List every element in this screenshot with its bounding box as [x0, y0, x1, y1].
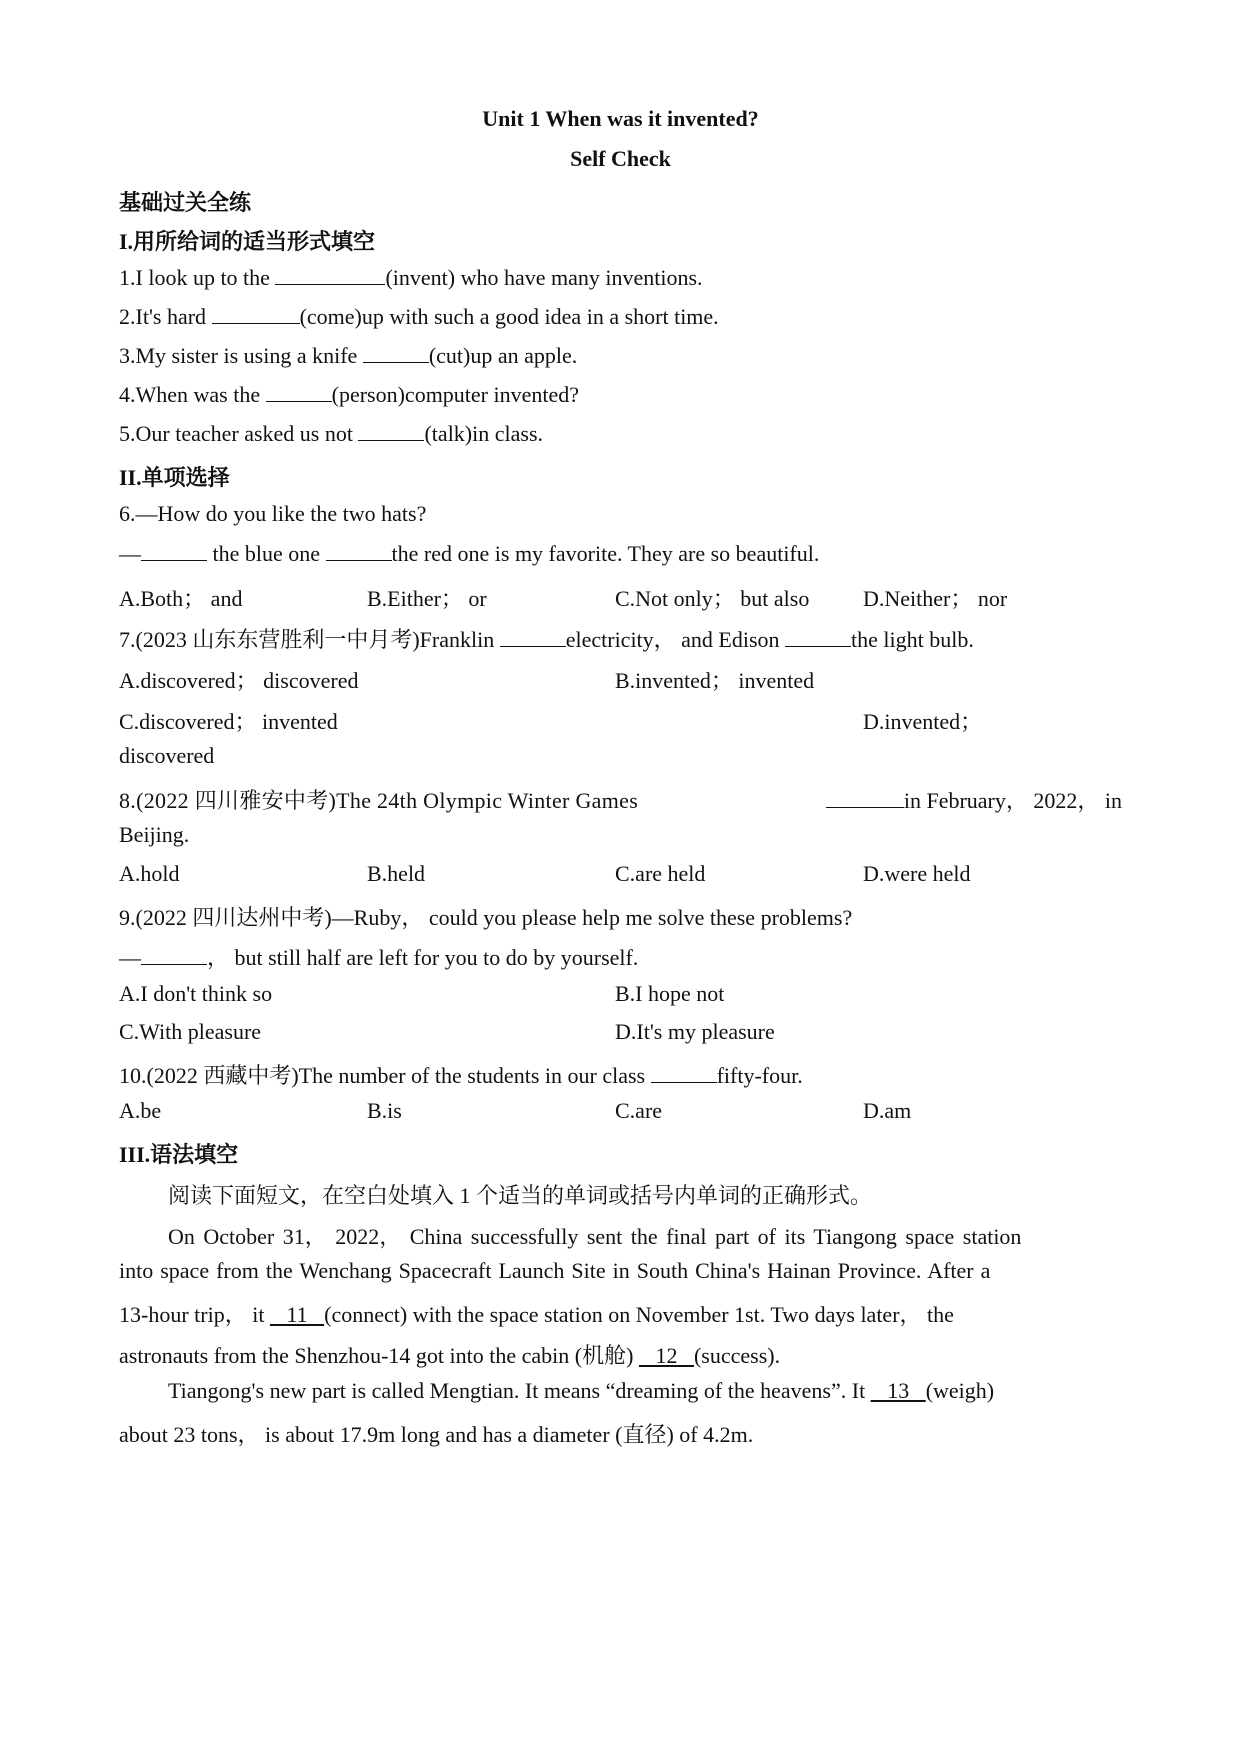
question-10-stem: 10.(2022 西藏中考)The number of the students in our class fifty-four.	[119, 1063, 803, 1088]
option-c[interactable]: C.are	[615, 1098, 663, 1123]
option-a[interactable]: A.discovered； discovered	[119, 668, 359, 693]
answer-blank[interactable]	[358, 422, 424, 441]
question-9-sentence: — ， but still half are left for you to do by yourself.	[119, 945, 639, 970]
option-c[interactable]: C.With pleasure	[119, 1019, 262, 1044]
answer-blank[interactable]	[363, 344, 429, 363]
option-b[interactable]: B.I hope not	[615, 981, 725, 1006]
section3-heading: III.语法填空	[119, 1142, 239, 1167]
option-a[interactable]: A.Both； and	[119, 586, 243, 611]
answer-blank[interactable]	[275, 266, 385, 285]
gap-13[interactable]: 13	[870, 1378, 926, 1403]
option-d[interactable]: D.invented；	[863, 709, 983, 734]
answer-blank[interactable]	[141, 542, 207, 561]
option-c[interactable]: C.discovered； invented	[119, 709, 338, 734]
option-a[interactable]: A.be	[119, 1098, 162, 1123]
section-basic-heading: 基础过关全练	[119, 190, 252, 215]
option-d[interactable]: D.It's my pleasure	[615, 1019, 775, 1044]
answer-blank[interactable]	[266, 383, 332, 402]
answer-blank[interactable]	[326, 542, 392, 561]
option-c[interactable]: C.Not only； but also	[615, 586, 810, 611]
passage-line: astronauts from the Shenzhou-14 got into the cabin (机舱) 12 (success).	[119, 1343, 781, 1368]
gap-11[interactable]: 11	[269, 1302, 325, 1327]
question-8-stem-continued: Beijing.	[119, 822, 190, 847]
option-b[interactable]: B.Either； or	[367, 586, 487, 611]
passage-line: into space from the Wenchang Spacecraft Launch Site in South China's Hainan Province. After a	[119, 1258, 991, 1283]
answer-blank[interactable]	[212, 305, 300, 324]
section1-heading: I.用所给词的适当形式填空	[119, 229, 376, 254]
option-d[interactable]: D.Neither； nor	[863, 586, 1008, 611]
question-5: 5.Our teacher asked us not (talk)in class.	[119, 421, 544, 446]
question-1: 1.I look up to the (invent) who have many inventions.	[119, 265, 703, 290]
section2-heading: II.单项选择	[119, 465, 230, 490]
option-d[interactable]: D.am	[863, 1098, 912, 1123]
gap-12[interactable]: 12	[638, 1343, 694, 1368]
option-a[interactable]: A.hold	[119, 861, 180, 886]
passage-line: On October 31， 2022， China successfully sent the final part of its Tiangong space station	[168, 1224, 1022, 1249]
answer-blank[interactable]	[785, 628, 851, 647]
passage-line: about 23 tons， is about 17.9m long and has a diameter (直径) of 4.2m.	[119, 1422, 754, 1447]
option-a[interactable]: A.I don't think so	[119, 981, 273, 1006]
option-b[interactable]: B.held	[367, 861, 426, 886]
question-3: 3.My sister is using a knife (cut)up an apple.	[119, 343, 578, 368]
passage-line: Tiangong's new part is called Mengtian. It means “dreaming of the heavens”. It 13 (weigh)	[168, 1378, 995, 1403]
section3-instruction: 阅读下面短文，在空白处填入 1 个适当的单词或括号内单词的正确形式。	[168, 1183, 873, 1208]
question-4: 4.When was the (person)computer invented?	[119, 382, 580, 407]
answer-blank[interactable]	[500, 628, 566, 647]
option-d[interactable]: D.were held	[863, 861, 971, 886]
option-b[interactable]: B.is	[367, 1098, 402, 1123]
option-b[interactable]: B.invented； invented	[615, 668, 815, 693]
question-6-stem: 6.—How do you like the two hats?	[119, 501, 427, 526]
question-2: 2.It's hard (come)up with such a good idea in a short time.	[119, 304, 719, 329]
question-6-sentence: — the blue one the red one is my favorite. They are so beautiful.	[119, 541, 820, 566]
question-7-stem: 7.(2023 山东东营胜利一中月考)Franklin electricity， and Edison the light bulb.	[119, 627, 974, 652]
answer-blank[interactable]	[826, 789, 904, 808]
option-c[interactable]: C.are held	[615, 861, 706, 886]
answer-blank[interactable]	[141, 946, 207, 965]
page-title: Unit 1 When was it invented?	[482, 106, 759, 131]
passage-line: 13-hour trip， it 11 (connect) with the space station on November 1st. Two days later， the	[119, 1302, 954, 1327]
question-9-stem: 9.(2022 四川达州中考)—Ruby， could you please help me solve these problems?	[119, 905, 853, 930]
answer-blank[interactable]	[651, 1064, 717, 1083]
page-subtitle: Self Check	[570, 146, 671, 171]
option-d-continued: discovered	[119, 743, 215, 768]
question-8-stem: 8.(2022 四川雅安中考)The 24th Olympic Winter Games in February， 2022， in	[119, 788, 1122, 813]
